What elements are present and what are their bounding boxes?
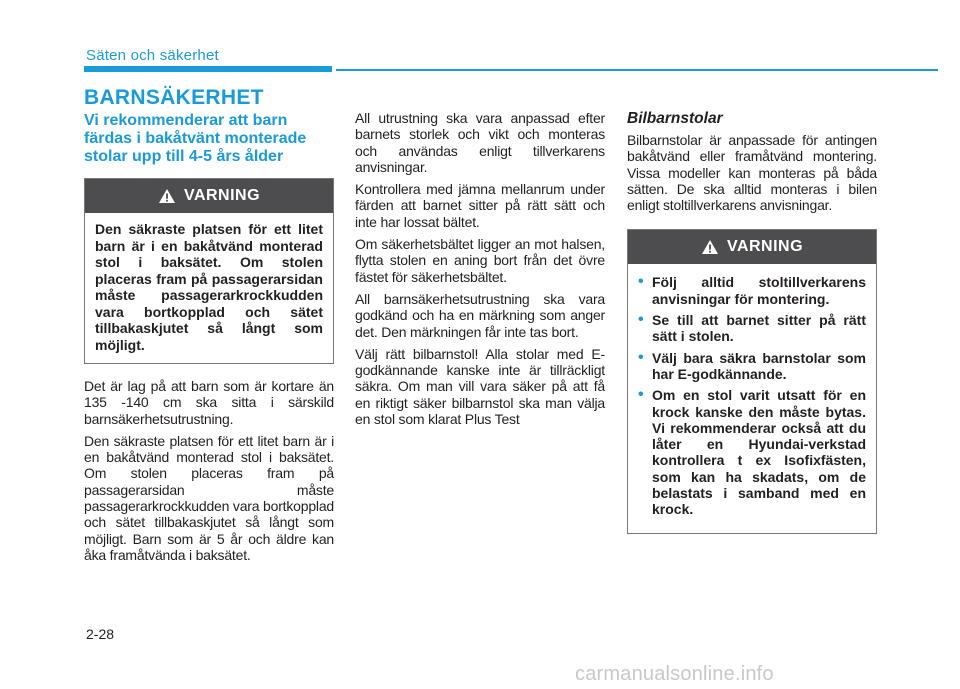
child-seats-subheading: Bilbarnstolar xyxy=(627,110,723,127)
column-2 xyxy=(355,110,605,433)
rear-facing-subheading: Vi rekommenderar att barn färdas i bakåtvänt monterade stolar upp till 4-5 års ålder xyxy=(84,112,307,165)
warning-text: Den säkraste platsen för ett litet barn är i en bakåtvänd monterad stol i baksätet. Om stolen placeras fram på passagerarsidan måste passagerarkrockkudden vara bortkopplad och sätet tillbakaskjutet så långt som möjligt. xyxy=(95,221,323,353)
chapter-title: BARNSÄKERHET xyxy=(84,86,264,109)
paragraph: All barnsäkerhetsutrustning ska vara godkänd och ha en märkning som anger det. Den märkningen får inte tas bort. xyxy=(355,290,605,340)
page-number: 2-28 xyxy=(86,626,115,642)
header-rule-thick xyxy=(84,66,332,72)
paragraph: Bilbarnstolar är anpassade för antingen bakåtvänd eller framåtvänd montering. Vissa modeller kan monteras på båda sätten. De ska alltid monteras i bilen enligt stoltillverkarens anvisningar. xyxy=(627,132,877,214)
paragraph: All utrustning ska vara anpassad efter barnets storlek och vikt och monteras och användas enligt tillverkarens anvisningar. xyxy=(355,110,605,175)
list-item: • Följ alltid stoltillverkarens anvisningar för montering. xyxy=(638,274,866,307)
column-1 xyxy=(84,112,334,569)
section-title: Säten och säkerhet xyxy=(86,47,219,64)
paragraph: Kontrollera med jämna mellanrum under färden att barnet sitter på rätt sätt och inte har lossat bältet. xyxy=(355,181,605,230)
list-item: • Se till att barnet sitter på rätt sätt i stolen. xyxy=(638,312,866,345)
header-rule-thin xyxy=(336,69,938,71)
warning-triangle-icon xyxy=(701,239,719,255)
paragraph: Om säkerhetsbältet ligger an mot halsen, flytta stolen en aning bort från det övre fästet för säkerhetsbältet. xyxy=(355,236,605,285)
list-item: • Välj bara säkra barnstolar som har E-godkännande. xyxy=(638,350,866,383)
column-3 xyxy=(627,110,877,548)
list-item: • Om en stol varit utsatt för en krock kanske den måste bytas. Vi rekommenderar också att du låter en Hyundai-verkstad kontrollera t ex Isofixfästen, som kan ha skadats, om de belastats i samband med en krock. xyxy=(638,387,866,517)
warning-label: VARNING xyxy=(726,238,804,256)
warning-triangle-icon xyxy=(158,188,176,204)
warning-box-2 xyxy=(627,229,877,533)
paragraph: Det är lag på att barn som är kortare än 135 -140 cm ska sitta i särskild barnsäkerhetsutrustning. xyxy=(84,378,334,427)
watermark: carmanualsonline.info xyxy=(575,663,774,685)
paragraph: Den säkraste platsen för ett litet barn är i en bakåtvänd monterad stol i baksätet. Om stolen placeras fram på passagerarsidan måste passagerarkrockkudden vara bortkopplad och sätet tillbakaskjutet så långt som möjligt. Barn som är 5 år och äldre kan åka framåtvända i baksätet. xyxy=(84,432,334,563)
warning-label: VARNING xyxy=(183,187,261,204)
paragraph: Välj rätt bilbarnstol! Alla stolar med E-godkännande kanske inte är tillräckligt säkra. Om man vill vara säker på att få en riktigt säker bilbarnstol ska man välja en stol som klarat Plus Test xyxy=(355,345,605,428)
warning-list xyxy=(628,264,876,532)
warning-box-1 xyxy=(84,178,334,364)
warning-header xyxy=(628,230,876,264)
warning-header xyxy=(85,179,333,213)
